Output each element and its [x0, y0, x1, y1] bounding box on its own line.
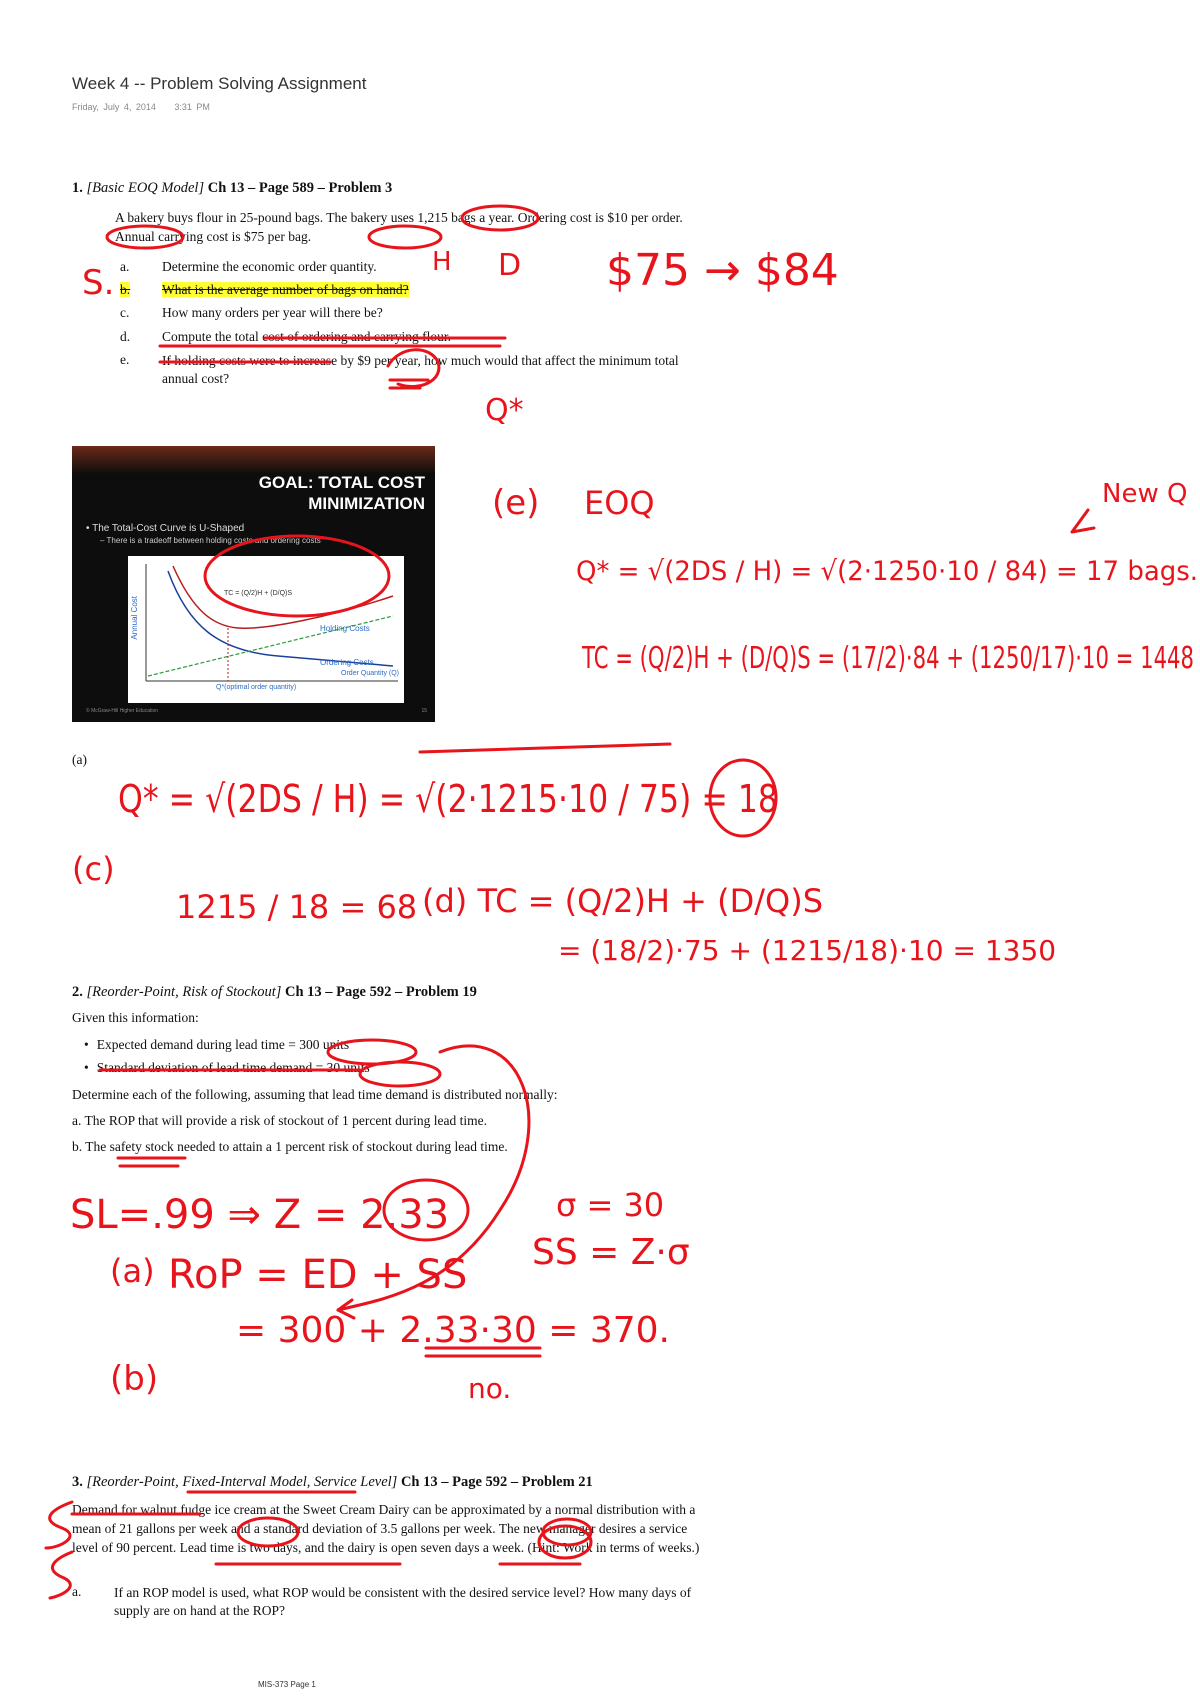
problem2-bullets: [84, 1037, 370, 1076]
answer-a-label: (a): [72, 752, 87, 767]
problem1-part-d: Compute the total cost of ordering and carrying flour.: [162, 329, 452, 344]
holding-costs-label: Holding Costs: [320, 624, 370, 633]
problem1-header: [72, 180, 392, 197]
ink-rop2: = 300 + 2.33·30 = 370.: [236, 1310, 670, 1351]
x-axis-label: Order Quantity (Q): [341, 670, 399, 677]
problem1-part-a: Determine the economic order quantity.: [162, 259, 377, 274]
ink-h-mark: H: [432, 247, 452, 277]
problem3-topic: [Reorder-Point, Fixed-Interval Model, Service Level]: [86, 1474, 398, 1490]
slide-title-line1: GOAL: TOTAL COST: [258, 473, 425, 492]
tc-formula: TC = (Q/2)H + (D/Q)S: [224, 590, 293, 597]
problem2-header: [72, 984, 477, 1001]
problem1-part-e-label: e.: [120, 352, 130, 367]
ink-q-star: Q*: [485, 393, 524, 428]
total-cost-slide: [72, 446, 435, 722]
ink-d-mark: D: [498, 248, 522, 283]
ink-e-tc: TC = (Q/2)H + (D/Q)S = (17/2)·84 + (1250/17)·10 = 1448: [581, 641, 1194, 676]
problem2-num: 2.: [72, 984, 83, 1000]
ink-cost-change: $75 → $84: [606, 245, 839, 296]
page-title: Week 4 -- Problem Solving Assignment: [72, 74, 367, 93]
ink-sl: SL=.99 ⇒ Z = 2.33: [70, 1192, 450, 1238]
slide-title: [259, 472, 425, 514]
problem2-line1: Determine each of the following, assuming that lead time demand is distributed normally:: [72, 1087, 558, 1102]
ink-eoq: EOQ: [584, 484, 655, 522]
total-cost-curve: [173, 566, 393, 628]
y-axis-label: Annual Cost: [130, 596, 139, 640]
problem1-num: 1.: [72, 180, 83, 196]
problem2-bullet1: • Expected demand during lead time = 300 units: [84, 1037, 370, 1053]
ink-d-eq2: = (18/2)·75 + (1215/18)·10 = 1350: [558, 934, 1057, 967]
problem1-part-c-label: c.: [120, 305, 130, 320]
problem1-part-a-label: a.: [120, 259, 130, 274]
date-text: Friday, July 4, 2014: [72, 102, 156, 112]
ink-ss: SS = Z·σ: [532, 1232, 690, 1273]
ink-a2-label: (a): [110, 1252, 155, 1290]
problem2-bullet2: • Standard deviation of lead time demand = 30 units: [84, 1060, 370, 1076]
page-date: [72, 102, 210, 112]
problem2-line3: b. The safety stock needed to attain a 1 percent risk of stockout during lead time.: [72, 1139, 508, 1154]
ink-e-q: Q* = √(2DS / H) = √(2·1250·10 / 84) = 17 bags.: [576, 556, 1198, 587]
problem3-text: Demand for walnut fudge ice cream at the Sweet Cream Dairy can be approximated by a normal distribution with a mean of 21 gallons per week and a standard deviation of 3.5 gallons per week. The new manager desires a service level of 90 percent. Lead time is two days, and the dairy is open seven days a week. (Hint: Work in terms of weeks.): [72, 1502, 700, 1555]
problem1-text: A bakery buys flour in 25-pound bags. The bakery uses 1,215 bags a year. Ordering cost is $10 per order. Annual carrying cost is $75 per bag.: [115, 210, 683, 244]
problem2-topic: [Reorder-Point, Risk of Stockout]: [86, 984, 282, 1000]
problem1-topic: [Basic EOQ Model]: [86, 180, 205, 196]
ink-a-eq: Q* = √(2DS / H) = √(2·1215·10 / 75) = 18: [118, 777, 778, 821]
problem1-ref: Ch 13 – Page 589 – Problem 3: [207, 180, 393, 196]
ink-new-q: New Q: [1102, 479, 1188, 509]
ink-ss-note: no.: [468, 1372, 512, 1405]
problem3-part-a: If an ROP model is used, what ROP would be consistent with the desired service level? How many days of supply are on hand at the ROP?: [114, 1585, 692, 1618]
problem3-header: [72, 1474, 593, 1491]
ordering-cost-curve: [168, 571, 393, 666]
time-text: 3:31 PM: [174, 102, 210, 112]
problem1-part-d-label: d.: [120, 329, 131, 344]
problem3-part-a-label: a.: [72, 1584, 82, 1599]
problem3-num: 3.: [72, 1474, 83, 1490]
problem2-ref: Ch 13 – Page 592 – Problem 19: [285, 984, 477, 1000]
ink-c-label: (c): [72, 850, 115, 888]
ink-c-eq: 1215 / 18 = 68: [176, 888, 418, 926]
slide-plot: [128, 556, 404, 703]
ink-rop: RoP = ED + SS: [168, 1252, 468, 1298]
problem1-part-b-label: [120, 282, 130, 298]
ordering-costs-label: Ordering Costs: [320, 658, 374, 667]
ink-e-label: (e): [492, 483, 540, 523]
ink-sigma: σ = 30: [556, 1186, 665, 1224]
problem2-intro: Given this information:: [72, 1010, 199, 1025]
slide-top-band: [72, 446, 435, 474]
slide-title-line2: MINIMIZATION: [308, 494, 425, 513]
q0-label: Q*(optimal order quantity): [216, 684, 297, 691]
problem2-line2: a. The ROP that will provide a risk of stockout of 1 percent during lead time.: [72, 1113, 488, 1128]
circle-18: [710, 760, 776, 836]
slide-bullet2: – There is a tradeoff between holding costs and ordering costs: [100, 536, 321, 545]
problem1-part-b: [162, 282, 409, 298]
problem1-part-b-label-text: b.: [120, 282, 131, 297]
slide-footer: © McGraw-Hill Higher Education: [86, 708, 159, 714]
problem1-part-b-text: What is the average number of bags on hand?: [162, 282, 409, 297]
ink-s-mark: S.: [82, 263, 115, 303]
problem3-ref: Ch 13 – Page 592 – Problem 21: [400, 1474, 593, 1490]
page-footer: MIS-373 Page 1: [258, 1680, 316, 1689]
ink-b2-label: (b): [110, 1359, 159, 1399]
slide-bullet1: • The Total-Cost Curve is U-Shaped: [86, 523, 245, 534]
problem1-part-c: How many orders per year will there be?: [162, 305, 383, 320]
ink-d-eq: (d) TC = (Q/2)H + (D/Q)S: [422, 882, 824, 920]
problem1-part-e: If holding costs were to increase by $9 per year, how much would that affect the minimum total annual cost?: [162, 353, 679, 386]
slide-number: 15: [421, 708, 427, 714]
